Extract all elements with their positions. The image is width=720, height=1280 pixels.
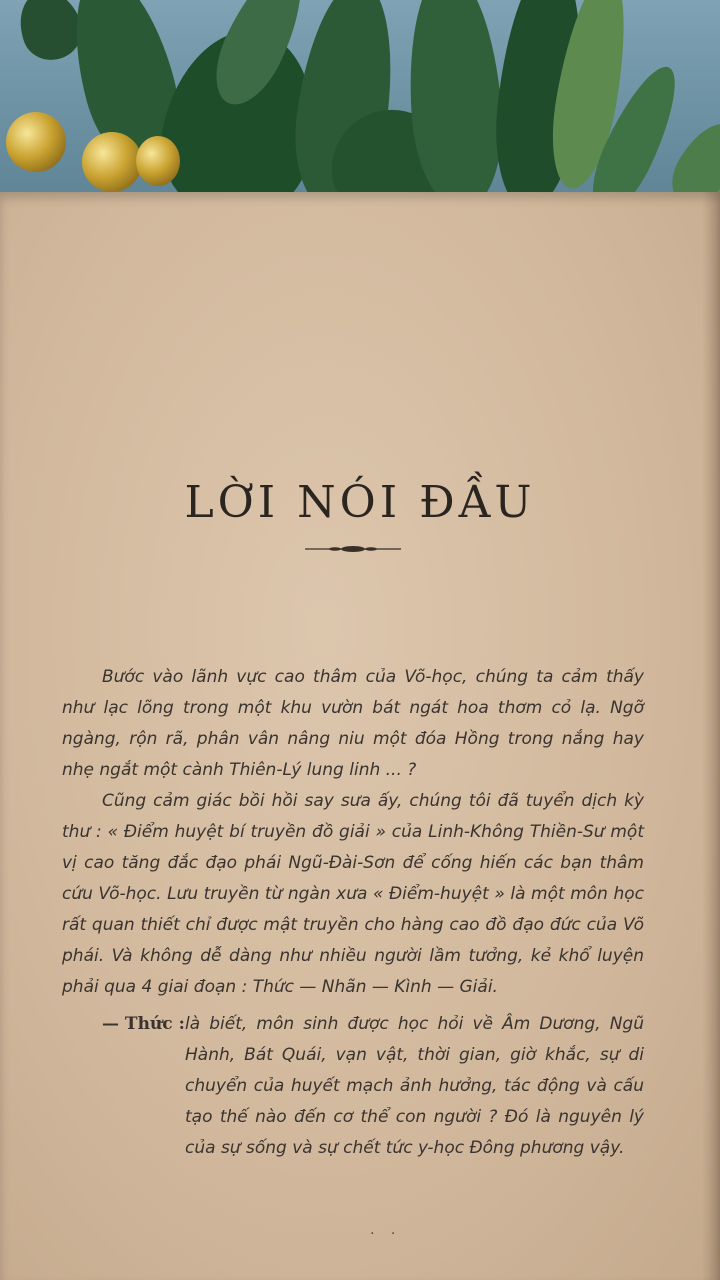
footer-marks: . . — [370, 1222, 402, 1238]
gold-ornament — [6, 112, 66, 172]
definition-separator: : — [178, 1014, 185, 1034]
definition-item — [62, 1009, 644, 1164]
definition-term-label: — Thức — [102, 1014, 173, 1034]
page-title: LỜI NÓI ĐẦU — [184, 477, 536, 528]
definition-text: là biết, môn sinh được học hỏi về Âm Dương, Ngũ Hành, Bát Quái, vạn vật, thời gian, giờ khắc, sự di chuyển của huyết mạch ảnh hưởng, tác động và cấu tạo thế nào đến cơ thể con người ? Đó là nguyên lý của sự sống và sự chết tức y-học Đông phương vậy. — [185, 1014, 644, 1158]
book-page — [0, 192, 720, 1280]
paragraph-2: Cũng cảm giác bồi hồi say sưa ấy, chúng tôi đã tuyển dịch kỳ thư : « Điểm huyệt bí truyền đồ giải » của Linh-Không Thiền-Sư một vị cao tăng đắc đạo phái Ngũ-Đài-Sơn để cống hiến các bạn thâm cứu Võ-học. Lưu truyền từ ngàn xưa « Điểm-huyệt » là một môn học rất quan thiết chỉ được mật truyền cho hàng cao đồ đạo đức của Võ phái. Và không dễ dàng như nhiều người lầm tưởng, kẻ khổ luyện phải qua 4 giai đoạn : Thức — Nhãn — Kình — Giải. — [62, 791, 644, 997]
background-plants-photo — [0, 0, 720, 200]
title-ornament-divider — [305, 542, 401, 556]
gold-ornament — [136, 136, 180, 186]
gold-ornament — [82, 132, 142, 192]
paragraph-1: Bước vào lãnh vực cao thâm của Võ-học, chúng ta cảm thấy như lạc lõng trong một khu vườn bát ngát hoa thơm cỏ lạ. Ngỡ ngàng, rộn rã, phân vân nâng niu một đóa Hồng trong nắng hay nhẹ ngắt một cành Thiên-Lý lung linh ... ? — [62, 667, 644, 780]
definition-term — [62, 1009, 185, 1164]
body-text — [62, 662, 644, 1164]
leaf-shape — [661, 114, 720, 200]
